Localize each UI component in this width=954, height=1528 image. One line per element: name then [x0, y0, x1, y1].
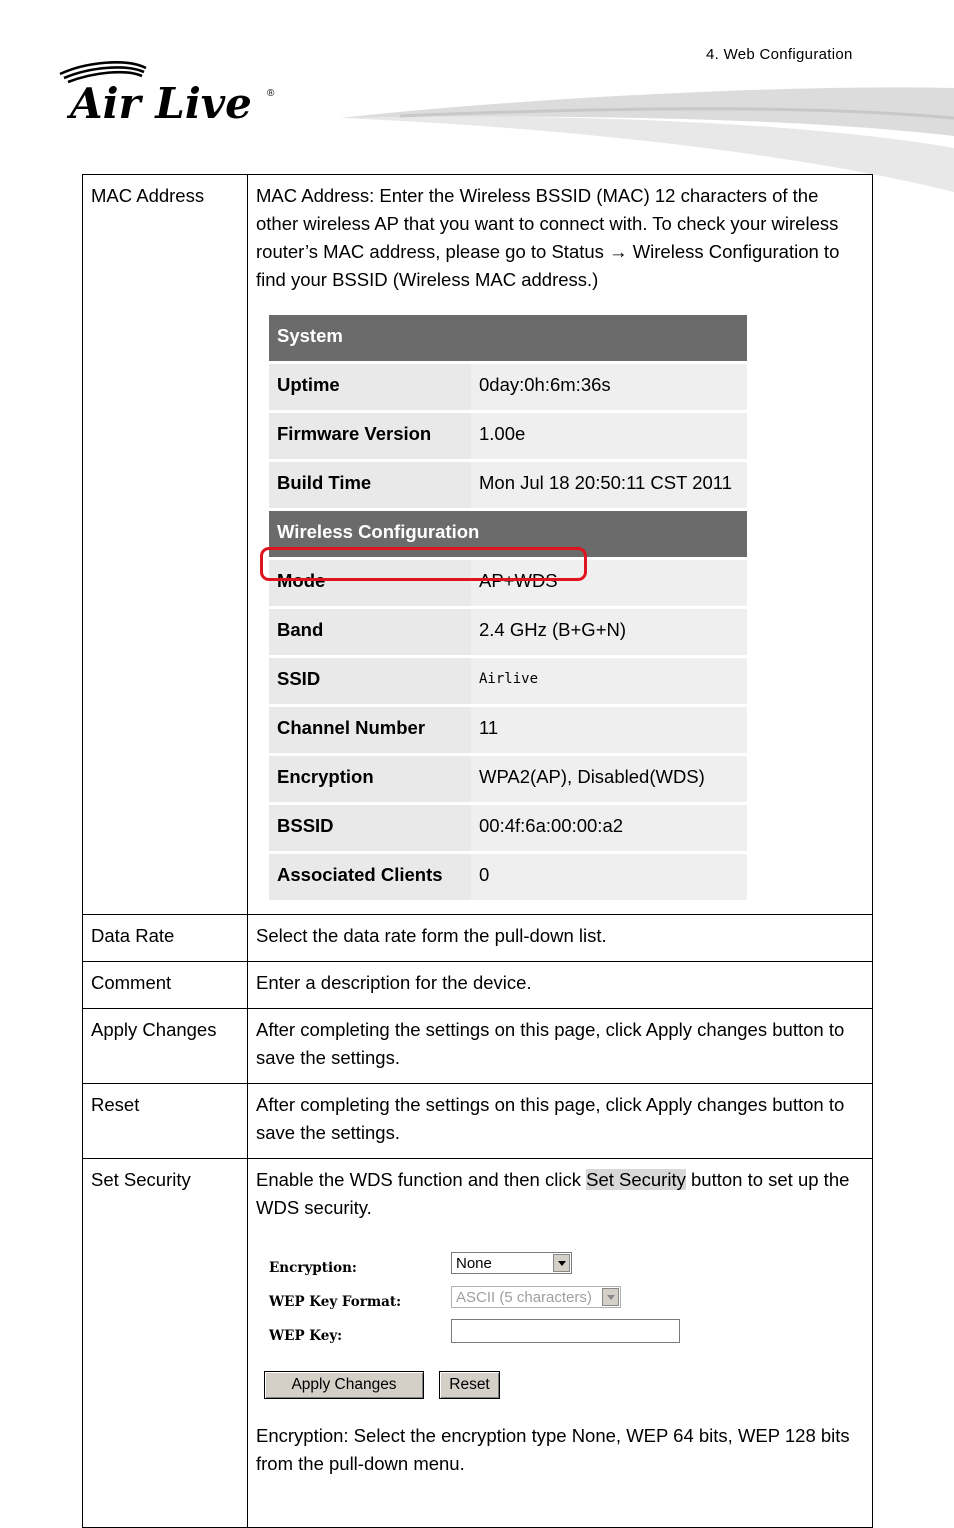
wep-key-label: WEP Key: [269, 1328, 343, 1344]
apply-changes-button[interactable]: Apply Changes [264, 1371, 424, 1399]
status-key: Build Time [269, 462, 471, 508]
status-key: Channel Number [269, 707, 471, 753]
settings-table [82, 174, 873, 1528]
table-row [83, 1084, 873, 1159]
status-value: WPA2(AP), Disabled(WDS) [471, 756, 747, 802]
mac-address-text: MAC Address: Enter the Wireless BSSID (MAC) 12 characters of the other wireless AP that you want to connect with. To check your wireless router’s MAC address, please go to Status → Wireless Configuration to find your BSSID (Wireless MAC address.) [256, 185, 840, 290]
wds-security-form [256, 1242, 864, 1422]
system-header: System [269, 315, 747, 361]
svg-text:Air Live: Air Live [70, 79, 252, 126]
svg-text:®: ® [267, 88, 275, 99]
reset-button[interactable]: Reset [439, 1371, 500, 1399]
status-value: Airlive [471, 658, 747, 704]
status-key: Associated Clients [269, 854, 471, 900]
bssid-highlight-box [260, 547, 587, 581]
status-key: Uptime [269, 364, 471, 410]
status-value: 0day:0h:6m:36s [471, 364, 747, 410]
row-description [248, 175, 873, 915]
status-value: 0 [471, 854, 747, 900]
chevron-down-icon [553, 1254, 570, 1272]
row-description: After completing the settings on this page, click Apply changes button to save the settings. [248, 1084, 873, 1159]
table-row [83, 962, 873, 1009]
encryption-label: Encryption: [269, 1260, 357, 1276]
status-key: Mode [269, 560, 471, 606]
row-label: Apply Changes [83, 1009, 248, 1084]
row-label: Reset [83, 1084, 248, 1159]
row-description: Select the data rate form the pull-down list. [248, 915, 873, 962]
row-label: Set Security [83, 1159, 248, 1528]
status-key: Encryption [269, 756, 471, 802]
status-value: 1.00e [471, 413, 747, 459]
table-row [83, 1009, 873, 1084]
row-label: Comment [83, 962, 248, 1009]
encryption-select[interactable]: None [451, 1252, 572, 1274]
table-row [83, 1159, 873, 1528]
status-value: 2.4 GHz (B+G+N) [471, 609, 747, 655]
status-table [269, 312, 747, 903]
status-value: 11 [471, 707, 747, 753]
status-screenshot [256, 312, 864, 903]
encryption-note: Encryption: Select the encryption type None, WEP 64 bits, WEP 128 bits from the pull-down menu. [256, 1425, 850, 1474]
airlive-logo [56, 60, 280, 126]
status-key: Firmware Version [269, 413, 471, 459]
status-value: AP+WDS [471, 560, 747, 606]
wep-key-input[interactable] [451, 1319, 680, 1343]
row-description: After completing the settings on this page, click Apply changes button to save the settings. [248, 1009, 873, 1084]
row-description: Enter a description for the device. [248, 962, 873, 1009]
table-row [83, 175, 873, 915]
set-security-text: Enable the WDS function and then click Set Security button to set up the WDS security. [256, 1169, 850, 1218]
row-label: Data Rate [83, 915, 248, 962]
set-security-highlight: Set Security [586, 1169, 686, 1190]
row-label: MAC Address [83, 175, 248, 915]
status-key: SSID [269, 658, 471, 704]
wep-key-format-select[interactable]: ASCII (5 characters) [451, 1286, 621, 1308]
wireless-header: Wireless Configuration [269, 511, 747, 557]
row-description [248, 1159, 873, 1528]
status-value: 00:4f:6a:00:00:a2 [471, 805, 747, 851]
status-value: Mon Jul 18 20:50:11 CST 2011 [471, 462, 747, 508]
chapter-title: 4. Web Configuration [706, 46, 853, 63]
status-key: BSSID [269, 805, 471, 851]
status-key: Band [269, 609, 471, 655]
table-row [83, 915, 873, 962]
chevron-down-icon [602, 1288, 619, 1306]
wep-key-format-label: WEP Key Format: [269, 1294, 402, 1310]
